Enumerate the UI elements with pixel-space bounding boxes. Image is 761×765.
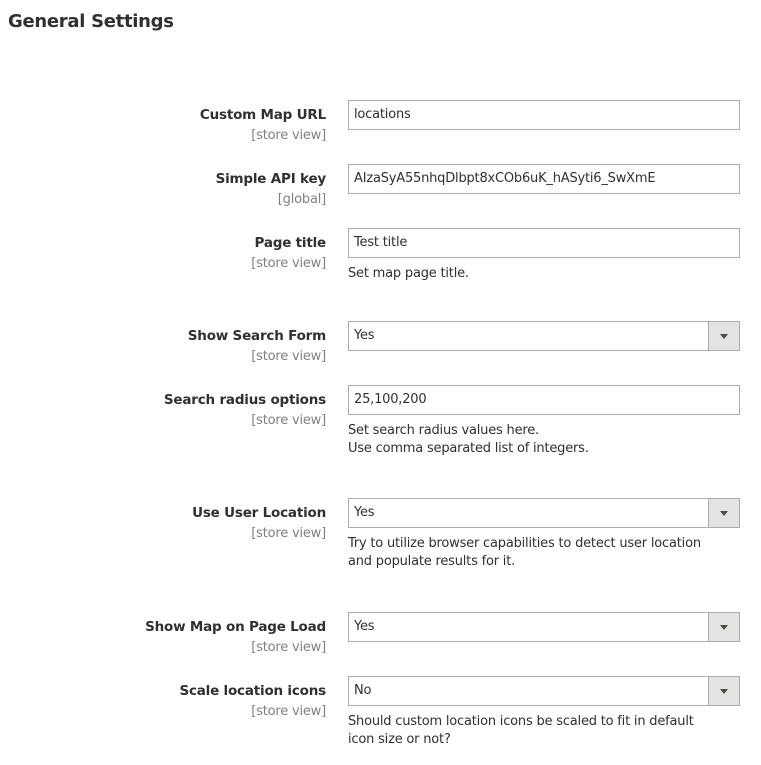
custom-map-url-label: Custom Map URL [199, 107, 326, 123]
field-label-group [0, 682, 326, 721]
select-toggle[interactable] [708, 322, 739, 350]
use-user-location-note [348, 535, 740, 571]
select-toggle[interactable] [708, 613, 739, 641]
use-user-location-select[interactable] [348, 498, 740, 528]
select-toggle[interactable] [708, 499, 739, 527]
page-title-note [348, 265, 740, 283]
simple-api-key-input[interactable]: AIzaSyA55nhqDlbpt8xCOb6uK_hASyti6_SwXmE [348, 164, 740, 194]
field-label-group [0, 618, 326, 657]
note-line: and populate results for it. [348, 554, 516, 569]
page-title-label: Page title [254, 235, 326, 251]
field-control [348, 100, 740, 130]
field-control [348, 385, 740, 458]
search-radius-options-scope: [store view] [251, 413, 326, 428]
field-label-group [0, 234, 326, 273]
field-control [348, 676, 740, 749]
scale-location-icons-value: No [354, 683, 372, 698]
search-radius-options-input[interactable]: 25,100,200 [348, 385, 740, 415]
note-line: Try to utilize browser capabilities to detect user location [348, 536, 701, 551]
use-user-location-value: Yes [354, 505, 375, 520]
scale-location-icons-scope: [store view] [251, 704, 326, 719]
note-line: Set search radius values here. [348, 423, 539, 438]
show-search-form-value: Yes [354, 328, 375, 343]
simple-api-key-label: Simple API key [215, 171, 326, 187]
show-map-on-page-load-label: Show Map on Page Load [145, 619, 326, 635]
section-title: General Settings [8, 11, 174, 32]
field-label-group [0, 391, 326, 430]
note-line: Use comma separated list of integers. [348, 441, 589, 456]
select-toggle[interactable] [708, 677, 739, 705]
field-label-group [0, 106, 326, 145]
show-search-form-scope: [store view] [251, 349, 326, 364]
field-control [348, 612, 740, 642]
custom-map-url-scope: [store view] [251, 128, 326, 143]
show-search-form-select[interactable] [348, 321, 740, 351]
search-radius-options-label: Search radius options [163, 392, 326, 408]
scale-location-icons-select[interactable] [348, 676, 740, 706]
field-label-group [0, 170, 326, 209]
note-line: icon size or not? [348, 732, 451, 747]
field-control [348, 321, 740, 351]
page-title-note-line: Set map page title. [348, 266, 469, 281]
scale-location-icons-note [348, 713, 740, 749]
show-map-on-page-load-value: Yes [354, 619, 375, 634]
use-user-location-label: Use User Location [192, 505, 326, 521]
search-radius-options-note [348, 422, 740, 458]
field-control [348, 228, 740, 283]
note-line: Should custom location icons be scaled to fit in default [348, 714, 694, 729]
simple-api-key-scope: [global] [277, 192, 326, 207]
chevron-down-icon [720, 511, 728, 516]
show-search-form-label: Show Search Form [187, 328, 326, 344]
chevron-down-icon [720, 334, 728, 339]
custom-map-url-input[interactable]: locations [348, 100, 740, 130]
field-control [348, 498, 740, 571]
chevron-down-icon [720, 689, 728, 694]
field-label-group [0, 504, 326, 543]
page-title-input[interactable]: Test title [348, 228, 740, 258]
show-map-on-page-load-scope: [store view] [251, 640, 326, 655]
chevron-down-icon [720, 625, 728, 630]
use-user-location-scope: [store view] [251, 526, 326, 541]
show-map-on-page-load-select[interactable] [348, 612, 740, 642]
field-label-group [0, 327, 326, 366]
field-control [348, 164, 740, 194]
scale-location-icons-label: Scale location icons [179, 683, 326, 699]
page-title-scope: [store view] [251, 256, 326, 271]
